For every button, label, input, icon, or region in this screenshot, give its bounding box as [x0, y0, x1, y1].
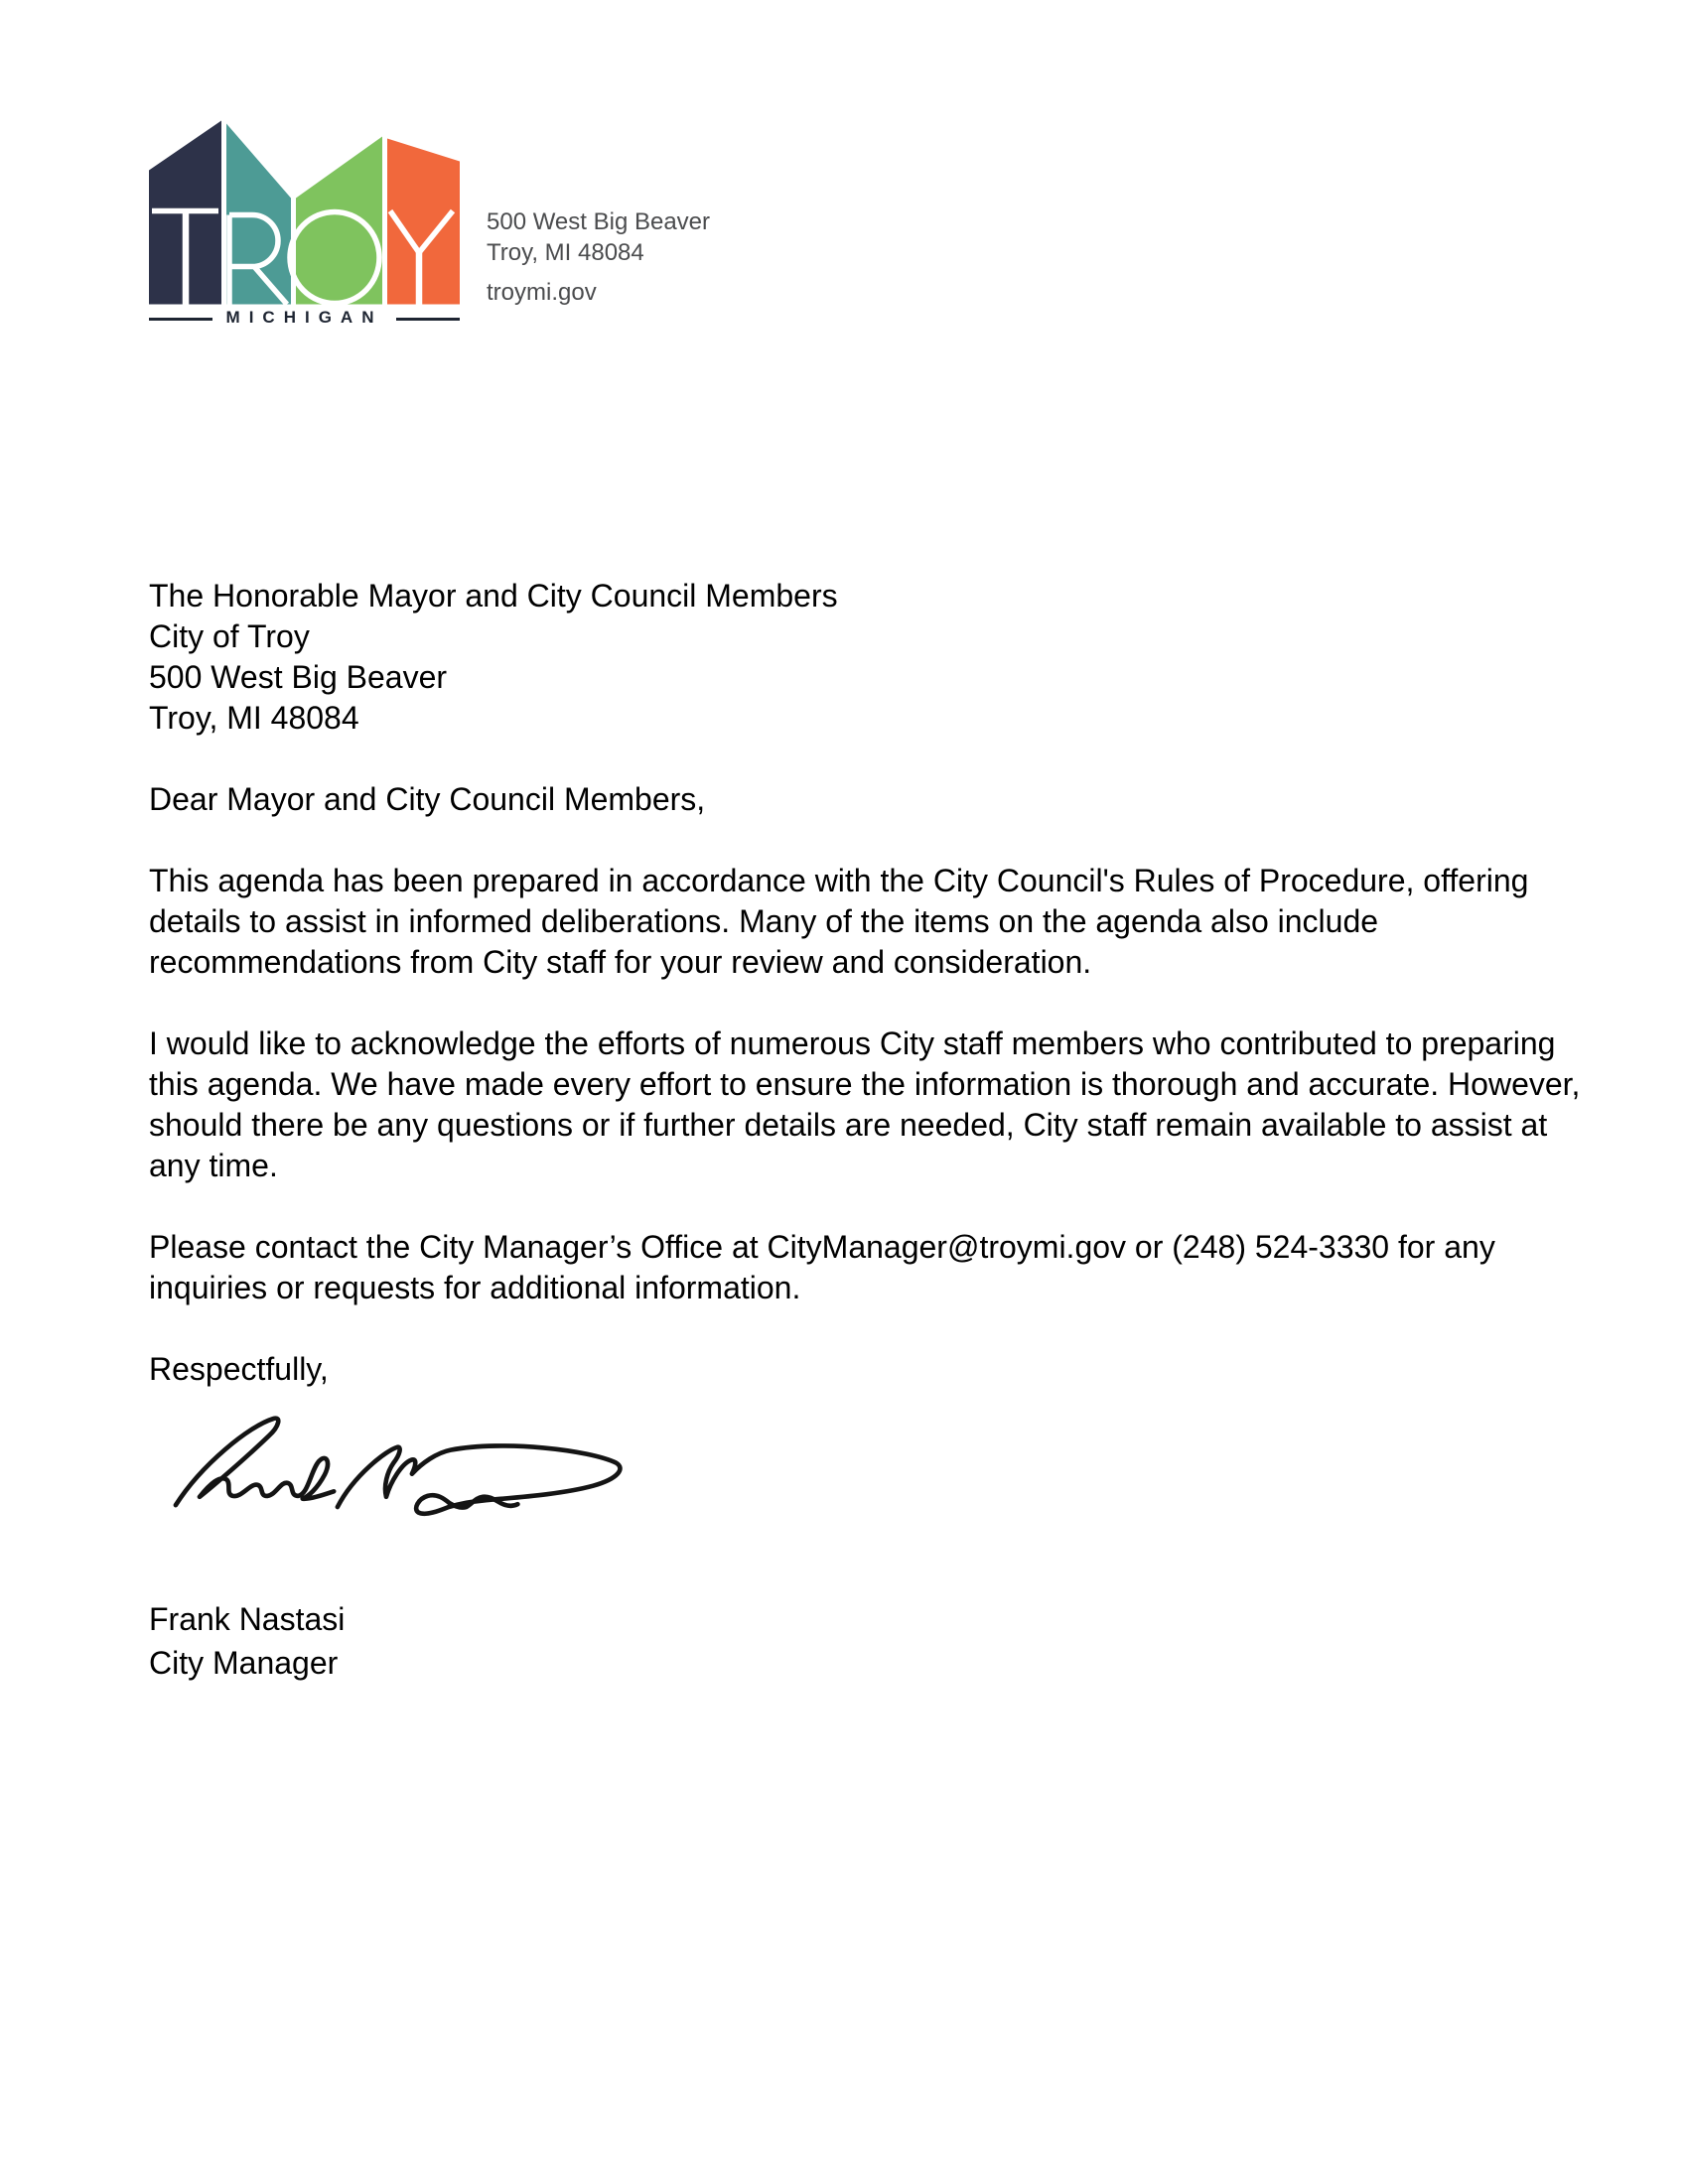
letterhead-address-line: 500 West Big Beaver [487, 208, 711, 235]
signature-image [155, 1408, 641, 1532]
logo-tagline: MICHIGAN [225, 308, 383, 327]
recipient-line: 500 West Big Beaver [149, 659, 448, 695]
tagline-rule-right [396, 318, 460, 321]
letter-body [149, 576, 1589, 1685]
paragraph: This agenda has been prepared in accordance with the City Council's Rules of Procedure, offering details to assist in informed deliberations. Many of the items on the agenda also include recommendations from City staff for your review and consideration. [149, 863, 1529, 980]
recipient-line: The Honorable Mayor and City Council Members [149, 578, 838, 614]
salutation: Dear Mayor and City Council Members, [149, 781, 706, 817]
recipient-line: Troy, MI 48084 [149, 700, 359, 736]
letterhead-website: troymi.gov [487, 279, 597, 306]
logo-tagline-row [149, 309, 460, 329]
letterhead-address-line: Troy, MI 48084 [487, 239, 644, 266]
recipient-line: City of Troy [149, 618, 310, 654]
recipient-block [149, 576, 1589, 739]
signatory-name: Frank Nastasi [149, 1601, 346, 1637]
paragraph: Please contact the City Manager’s Office at CityManager@troymi.gov or (248) 524-3330 for any inquiries or requests for additional information. [149, 1229, 1495, 1305]
signatory-title: City Manager [149, 1645, 339, 1681]
letterhead-address [487, 206, 710, 308]
paragraph: I would like to acknowledge the efforts of numerous City staff members who contributed to preparing this agenda. We have made every effort to ensure the information is thorough and accurate. However, should there be any questions or if further details are needed, City staff remain available to assist at any time. [149, 1025, 1581, 1183]
signatory-block [149, 1597, 1589, 1685]
troy-city-logo [149, 117, 460, 306]
tagline-rule-left [149, 318, 212, 321]
closing: Respectfully, [149, 1351, 329, 1387]
